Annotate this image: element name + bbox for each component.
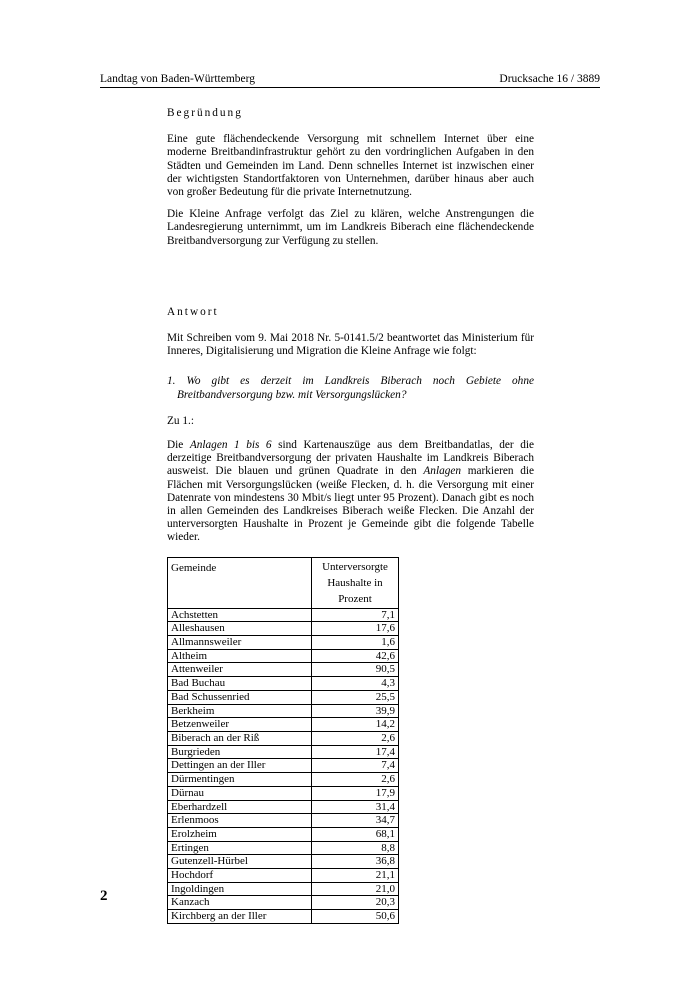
table-row xyxy=(168,745,399,759)
cell-prozent: 34,7 xyxy=(312,814,399,828)
header-right: Drucksache 16 / 3889 xyxy=(499,73,600,85)
cell-prozent: 25,5 xyxy=(312,690,399,704)
cell-gemeinde: Attenweiler xyxy=(168,663,312,677)
table-row xyxy=(168,869,399,883)
answer-ref-anlagen-1-6: Anlagen 1 bis 6 xyxy=(189,439,272,452)
cell-prozent: 21,0 xyxy=(312,882,399,896)
cell-gemeinde: Bad Buchau xyxy=(168,677,312,691)
table-row xyxy=(168,855,399,869)
antwort-intro: Mit Schreiben vom 9. Mai 2018 Nr. 5-0141.5/2 beantwortet das Ministerium für Inneres, Digitalisierung und Migration die Kleine Anfrage wie folgt: xyxy=(167,332,534,358)
table-row xyxy=(168,786,399,800)
answer-text-1: Die xyxy=(167,439,190,452)
document-body xyxy=(167,107,534,924)
table-row xyxy=(168,690,399,704)
cell-prozent: 68,1 xyxy=(312,827,399,841)
table-header-line-3: Prozent xyxy=(338,592,372,605)
table-row xyxy=(168,841,399,855)
cell-gemeinde: Ingoldingen xyxy=(168,882,312,896)
cell-gemeinde: Berkheim xyxy=(168,704,312,718)
page-header xyxy=(100,73,600,88)
table-row xyxy=(168,882,399,896)
answer-paragraph xyxy=(167,439,534,545)
table-row xyxy=(168,800,399,814)
cell-prozent: 17,6 xyxy=(312,622,399,636)
cell-prozent: 2,6 xyxy=(312,773,399,787)
table-row xyxy=(168,608,399,622)
cell-gemeinde: Alleshausen xyxy=(168,622,312,636)
table-row xyxy=(168,814,399,828)
table-row xyxy=(168,910,399,924)
begruendung-paragraph-2: Die Kleine Anfrage verfolgt das Ziel zu klären, welche Anstrengungen die Landesregierung unternimmt, um im Landkreis Biberach eine flächendeckende Breitbandversorgung zur Verfügung zu stellen. xyxy=(167,208,534,247)
table-header-line-1: Unterversorgte xyxy=(322,560,388,573)
table-row xyxy=(168,773,399,787)
cell-prozent: 21,1 xyxy=(312,869,399,883)
table-row xyxy=(168,896,399,910)
cell-gemeinde: Eberhardzell xyxy=(168,800,312,814)
table-row xyxy=(168,663,399,677)
cell-prozent: 31,4 xyxy=(312,800,399,814)
table-row xyxy=(168,827,399,841)
cell-prozent: 8,8 xyxy=(312,841,399,855)
cell-gemeinde: Allmannsweiler xyxy=(168,636,312,650)
cell-gemeinde: Erlenmoos xyxy=(168,814,312,828)
table-body xyxy=(168,608,399,923)
cell-prozent: 1,6 xyxy=(312,636,399,650)
table-row xyxy=(168,622,399,636)
table-row xyxy=(168,718,399,732)
answer-text-3: markieren die Flächen mit Versorgungslücken (weiße Flecken, d. h. die Versorgung mit einer Datenrate von mindestens 30 Mbit/s liegt unter 95 Prozent). Danach gibt es noch in allen Gemeinden des Landkreises Biberach weiße Flecken. Die Anzahl der unterversorgten Haushalte in Prozent je Gemeinde gibt die folgende Tabelle wieder. xyxy=(167,465,534,544)
table-row xyxy=(168,649,399,663)
cell-gemeinde: Dürnau xyxy=(168,786,312,800)
section-title-begruendung: Begründung xyxy=(167,107,243,119)
cell-gemeinde: Altheim xyxy=(168,649,312,663)
cell-gemeinde: Kirchberg an der Iller xyxy=(168,910,312,924)
cell-gemeinde: Burgrieden xyxy=(168,745,312,759)
cell-prozent: 42,6 xyxy=(312,649,399,663)
cell-gemeinde: Betzenweiler xyxy=(168,718,312,732)
cell-prozent: 14,2 xyxy=(312,718,399,732)
cell-prozent: 7,4 xyxy=(312,759,399,773)
cell-gemeinde: Bad Schussenried xyxy=(168,690,312,704)
begruendung-paragraph-1: Eine gute flächendeckende Versorgung mit schnellem Internet über eine moderne Breitbandinfrastruktur gehört zu den vordringlichen Aufgaben in den Städten und Gemeinden im Land. Denn schnelles Internet ist inzwischen einer der wichtigsten Standortfaktoren von Unternehmen, darüber hinaus aber auch von großer Bedeutung für die private Internetnutzung. xyxy=(167,133,534,199)
cell-prozent: 7,1 xyxy=(312,608,399,622)
cell-prozent: 20,3 xyxy=(312,896,399,910)
cell-gemeinde: Erolzheim xyxy=(168,827,312,841)
table-row xyxy=(168,732,399,746)
table-header-row xyxy=(168,557,399,608)
page-number: 2 xyxy=(100,888,108,904)
cell-gemeinde: Gutenzell-Hürbel xyxy=(168,855,312,869)
cell-gemeinde: Achstetten xyxy=(168,608,312,622)
cell-gemeinde: Hochdorf xyxy=(168,869,312,883)
table-row xyxy=(168,636,399,650)
data-table xyxy=(167,557,399,924)
header-left: Landtag von Baden-Württemberg xyxy=(100,73,255,85)
answer-label: Zu 1.: xyxy=(167,414,194,427)
cell-gemeinde: Dürmentingen xyxy=(168,773,312,787)
table-row xyxy=(168,759,399,773)
cell-prozent: 17,4 xyxy=(312,745,399,759)
cell-prozent: 4,3 xyxy=(312,677,399,691)
answer-text-2: sind Kartenauszüge aus dem Breitbandatlas, der die derzeitige Breitbandversorgung der privaten Haushalte im Landkreis Biberach ausweist. Die blauen und grünen Quadrate in den xyxy=(167,439,535,478)
cell-prozent: 90,5 xyxy=(312,663,399,677)
table-header-line-2: Haushalte in xyxy=(327,576,383,589)
answer-ref-anlagen: Anlagen xyxy=(423,465,462,478)
cell-prozent: 39,9 xyxy=(312,704,399,718)
cell-gemeinde: Dettingen an der Iller xyxy=(168,759,312,773)
cell-prozent: 50,6 xyxy=(312,910,399,924)
table-header-prozent xyxy=(312,557,399,608)
table-row xyxy=(168,677,399,691)
cell-gemeinde: Ertingen xyxy=(168,841,312,855)
cell-prozent: 17,9 xyxy=(312,786,399,800)
cell-gemeinde: Kanzach xyxy=(168,896,312,910)
question-1: 1. Wo gibt es derzeit im Landkreis Biberach noch Gebiete ohne Breitbandversorgung bzw. mit Versorgungslücken? xyxy=(167,375,534,401)
cell-prozent: 36,8 xyxy=(312,855,399,869)
section-title-antwort: Antwort xyxy=(167,305,219,318)
cell-prozent: 2,6 xyxy=(312,732,399,746)
cell-gemeinde: Biberach an der Riß xyxy=(168,732,312,746)
table-header-gemeinde: Gemeinde xyxy=(168,557,312,608)
table-row xyxy=(168,704,399,718)
